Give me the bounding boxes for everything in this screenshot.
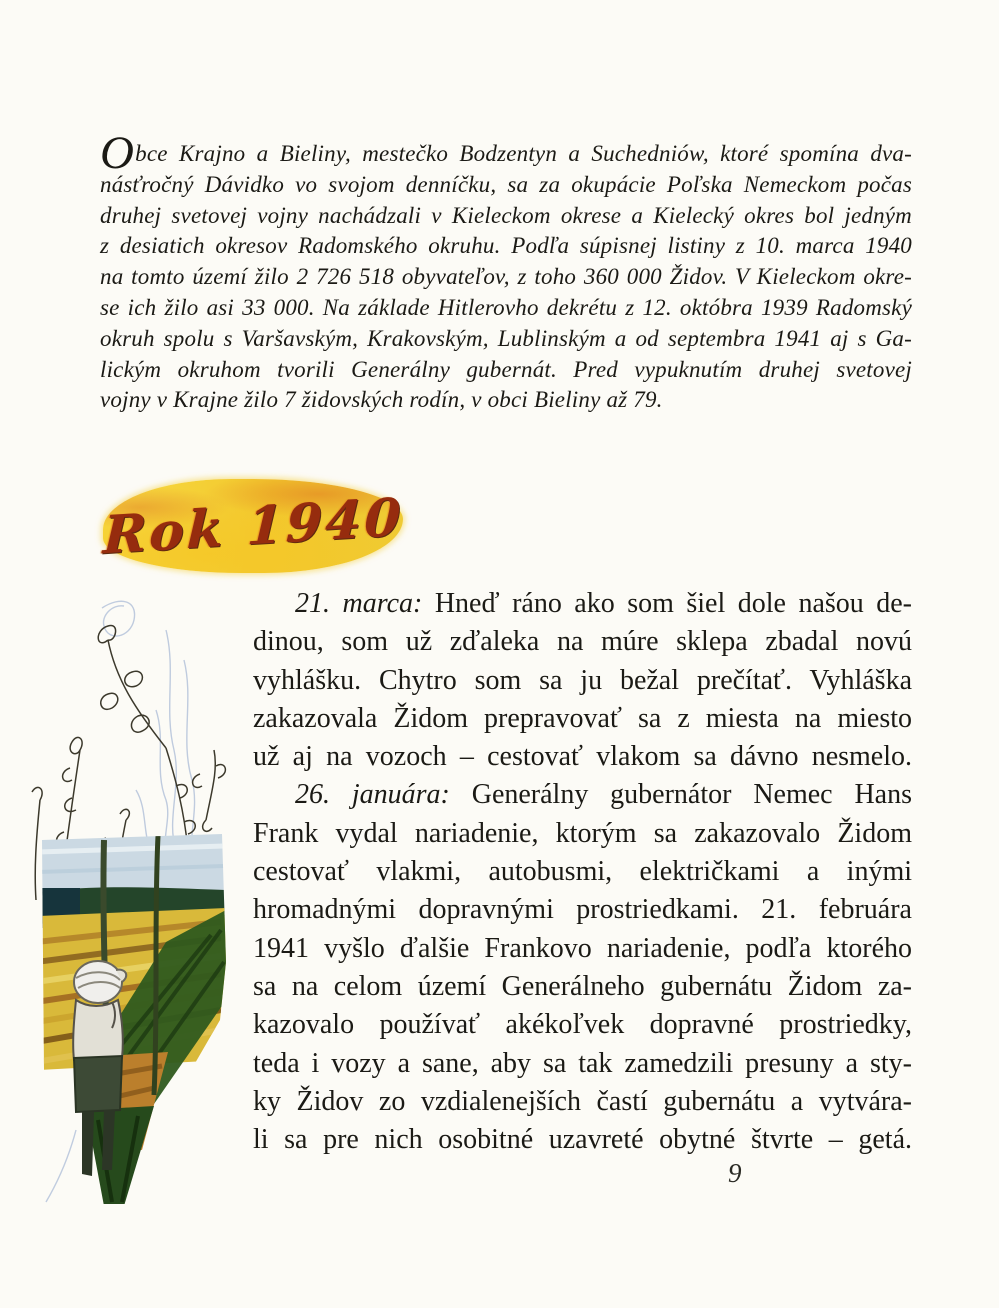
text-line: vyhlášku. Chytro som sa ju bežal prečítať. Vyhláška <box>253 664 912 696</box>
text-line: kazovalo používať akékoľvek dopravné prostriedky, <box>253 1009 912 1041</box>
text-line: zakazovala Židom prepravovať sa z miesta na miesto <box>253 702 912 734</box>
text-line: se ich žilo asi 33 000. Na základe Hitlerovho dekrétu z 12. októbra 1939 Radomský <box>100 294 912 320</box>
text-line: na tomto území žilo 2 726 518 obyvateľov, z toho 360 000 Židov. V Kieleckom okre- <box>100 264 912 290</box>
text-line: Frank vydal nariadenie, ktorým sa zakazovalo Židom <box>253 817 912 849</box>
watercolor-illustration-boy-in-fields <box>16 590 244 1208</box>
text-line: násťročný Dávidko vo svojom denníčku, sa za okupácie Poľska Nemeckom počas <box>100 171 912 197</box>
text-line: Obce Krajno a Bieliny, mestečko Bodzentyn a Suchedniów, ktoré spomína dva- <box>100 127 912 179</box>
text-line: li sa pre nich osobitné uzavreté obytné štvrte – getá. <box>253 1124 912 1156</box>
chapter-heading-highlight <box>103 479 403 573</box>
text-line: sa na celom území Generálneho gubernátu Židom za- <box>253 970 912 1002</box>
text-line: okruh spolu s Varšavským, Krakovským, Lublinským a od septembra 1941 aj s Ga- <box>100 325 912 351</box>
diary-paragraph-21-marca <box>253 585 912 776</box>
text-line: 21. marca: Hneď ráno ako som šiel dole našou de- <box>295 588 913 619</box>
text-line: už aj na vozoch – cestovať vlakom sa dávno nesmelo. <box>253 741 912 773</box>
painted-landscape <box>36 830 231 1206</box>
chapter-heading-rok-1940: Rok 1940 <box>101 486 405 566</box>
text-line: ky Židov zo vzdialenejších častí gubernátu a vytvára- <box>253 1085 912 1117</box>
diary-paragraph-26-januara <box>253 776 912 1159</box>
text-line: 26. januára: Generálny gubernátor Nemec Hans <box>295 779 913 811</box>
intro-paragraph <box>100 127 912 416</box>
diary-text <box>253 585 912 1159</box>
diary-entry-date: 21. marca: <box>295 588 423 619</box>
text-line: dinou, som už zďaleka na múre sklepa zbadal novú <box>253 626 912 658</box>
text-line: 1941 vyšlo ďalšie Frankovo nariadenie, podľa ktorého <box>253 932 912 964</box>
page-number: 9 <box>728 1158 742 1188</box>
diary-entry-date: 26. januára: <box>295 779 450 811</box>
text-line: teda i vozy a sane, aby sa tak zamedzili presuny a sty- <box>253 1047 912 1079</box>
text-line: cestovať vlakmi, autobusmi, električkami a inými <box>253 856 912 888</box>
text-line: lickým okruhom tvorili Generálny gubernát. Pred vypuknutím druhej svetovej <box>100 356 912 382</box>
text-line: z desiatich okresov Radomského okruhu. Podľa súpisnej listiny z 10. marca 1940 <box>100 233 912 259</box>
text-line: vojny v Krajne žilo 7 židovských rodín, v obci Bieliny až 79. <box>100 387 663 413</box>
text-line: druhej svetovej vojny nachádzali v Kieleckom okrese a Kielecký okres bol jedným <box>100 202 912 228</box>
text-line: hromadnými dopravnými prostriedkami. 21. februára <box>253 894 912 926</box>
drop-cap: O <box>100 127 135 179</box>
